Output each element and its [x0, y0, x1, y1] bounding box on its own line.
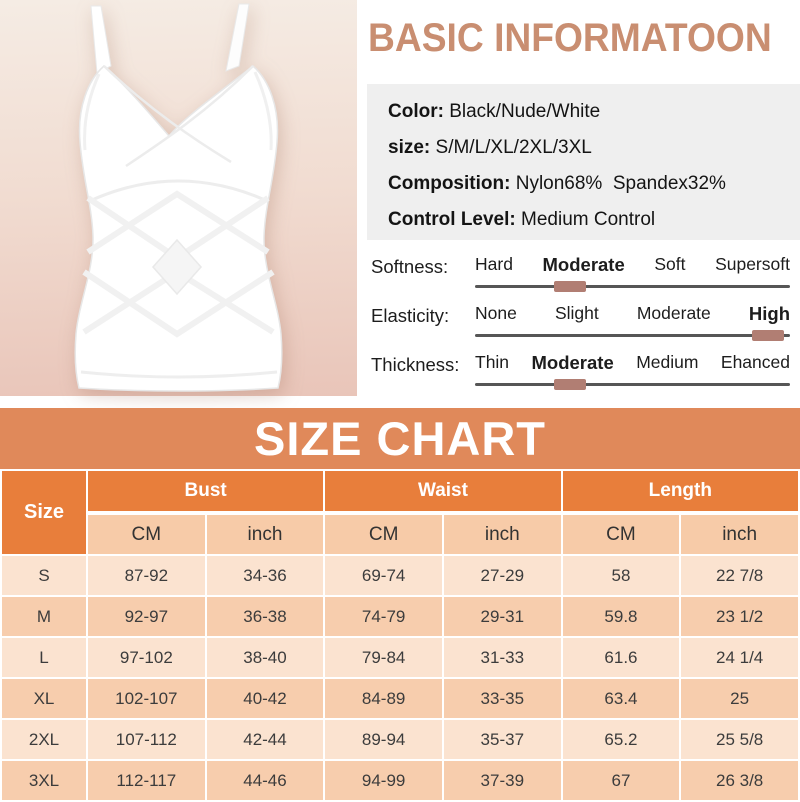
attribute-option: Ehanced [720, 352, 790, 372]
info-value: S/M/L/XL/2XL/3XL [430, 137, 592, 158]
measurement-cell: 37-39 [443, 760, 562, 801]
measurement-cell: 44-46 [206, 760, 325, 801]
table-row [1, 555, 799, 596]
attribute-track [475, 299, 790, 348]
table-row [1, 596, 799, 637]
attribute-track [475, 348, 790, 397]
attribute-row [371, 250, 800, 299]
measurement-cell: 24 1/4 [680, 637, 799, 678]
measurement-cell: 92-97 [87, 596, 206, 637]
attribute-row [371, 348, 800, 397]
measurement-cell: 40-42 [206, 678, 325, 719]
measurement-cell: 112-117 [87, 760, 206, 801]
unit-header: inch [206, 513, 325, 555]
size-cell: S [1, 555, 87, 596]
unit-header: inch [680, 513, 799, 555]
info-label: size: [388, 137, 431, 158]
size-chart-title: SIZE CHART [0, 408, 800, 469]
measurement-cell: 23 1/2 [680, 596, 799, 637]
measurement-cell: 27-29 [443, 555, 562, 596]
measurement-cell: 22 7/8 [680, 555, 799, 596]
unit-header: CM [87, 513, 206, 555]
measurement-cell: 63.4 [562, 678, 681, 719]
info-value: Black/Nude/White [443, 101, 601, 122]
info-label: Composition: [388, 173, 511, 194]
size-chart-table [0, 469, 800, 802]
info-row [388, 202, 800, 238]
table-row [1, 760, 799, 801]
camisole-graphic [0, 0, 357, 396]
attribute-option: Moderate [542, 254, 625, 275]
slider-track-line [475, 334, 790, 337]
slider-marker [554, 379, 586, 390]
attribute-sliders [371, 250, 800, 397]
info-row [388, 94, 800, 130]
attribute-option: Thin [475, 352, 510, 372]
basic-info-box [367, 84, 800, 240]
product-photo [0, 0, 357, 396]
unit-header: CM [324, 513, 443, 555]
info-value: Medium Control [515, 209, 656, 230]
attribute-row [371, 299, 800, 348]
measurement-cell: 61.6 [562, 637, 681, 678]
unit-header: CM [562, 513, 681, 555]
measurement-cell: 58 [562, 555, 681, 596]
measurement-cell: 94-99 [324, 760, 443, 801]
table-row [1, 719, 799, 760]
slider-marker [554, 281, 586, 292]
attribute-option: None [475, 303, 517, 323]
attribute-option: Moderate [531, 352, 614, 373]
basic-info-title: BASIC INFORMATOON [368, 16, 772, 60]
unit-header: inch [443, 513, 562, 555]
measurement-cell: 97-102 [87, 637, 206, 678]
attribute-name: Thickness: [371, 354, 460, 375]
size-cell: L [1, 637, 87, 678]
measurement-cell: 35-37 [443, 719, 562, 760]
measurement-cell: 107-112 [87, 719, 206, 760]
table-group-header-row [1, 470, 799, 513]
attribute-option: Soft [654, 254, 686, 274]
measurement-cell: 84-89 [324, 678, 443, 719]
measurement-cell: 79-84 [324, 637, 443, 678]
measurement-cell: 42-44 [206, 719, 325, 760]
attribute-option: Moderate [636, 303, 711, 323]
attribute-name: Elasticity: [371, 305, 450, 326]
table-row [1, 637, 799, 678]
measurement-cell: 34-36 [206, 555, 325, 596]
table-row [1, 678, 799, 719]
attribute-option: High [748, 303, 790, 324]
info-label: Control Level: [388, 209, 516, 230]
measurement-cell: 26 3/8 [680, 760, 799, 801]
measurement-cell: 33-35 [443, 678, 562, 719]
col-header-bust: Bust [87, 470, 324, 513]
measurement-cell: 31-33 [443, 637, 562, 678]
measurement-cell: 25 5/8 [680, 719, 799, 760]
slider-track-line [475, 285, 790, 288]
measurement-cell: 67 [562, 760, 681, 801]
measurement-cell: 102-107 [87, 678, 206, 719]
attribute-option: Medium [636, 352, 699, 372]
measurement-cell: 74-79 [324, 596, 443, 637]
size-cell: 2XL [1, 719, 87, 760]
info-value: Nylon68% Spandex32% [510, 173, 726, 194]
attribute-option: Slight [554, 303, 599, 323]
info-row [388, 130, 800, 166]
attribute-name: Softness: [371, 256, 449, 277]
measurement-cell: 89-94 [324, 719, 443, 760]
attribute-option: Supersoft [715, 254, 790, 274]
measurement-cell: 25 [680, 678, 799, 719]
measurement-cell: 69-74 [324, 555, 443, 596]
table-unit-header-row [1, 513, 799, 555]
col-header-length: Length [562, 470, 799, 513]
attribute-options [475, 250, 790, 276]
measurement-cell: 87-92 [87, 555, 206, 596]
size-cell: 3XL [1, 760, 87, 801]
measurement-cell: 38-40 [206, 637, 325, 678]
attribute-options [475, 299, 790, 325]
basic-info-panel [357, 0, 800, 408]
size-cell: M [1, 596, 87, 637]
size-cell: XL [1, 678, 87, 719]
slider-track-line [475, 383, 790, 386]
col-header-size: Size [1, 470, 87, 555]
attribute-options [475, 348, 790, 374]
slider-marker [752, 330, 784, 341]
info-row [388, 166, 800, 202]
attribute-option: Hard [475, 254, 513, 274]
col-header-waist: Waist [324, 470, 561, 513]
measurement-cell: 59.8 [562, 596, 681, 637]
measurement-cell: 65.2 [562, 719, 681, 760]
measurement-cell: 29-31 [443, 596, 562, 637]
info-label: Color: [388, 101, 444, 122]
attribute-track [475, 250, 790, 299]
measurement-cell: 36-38 [206, 596, 325, 637]
